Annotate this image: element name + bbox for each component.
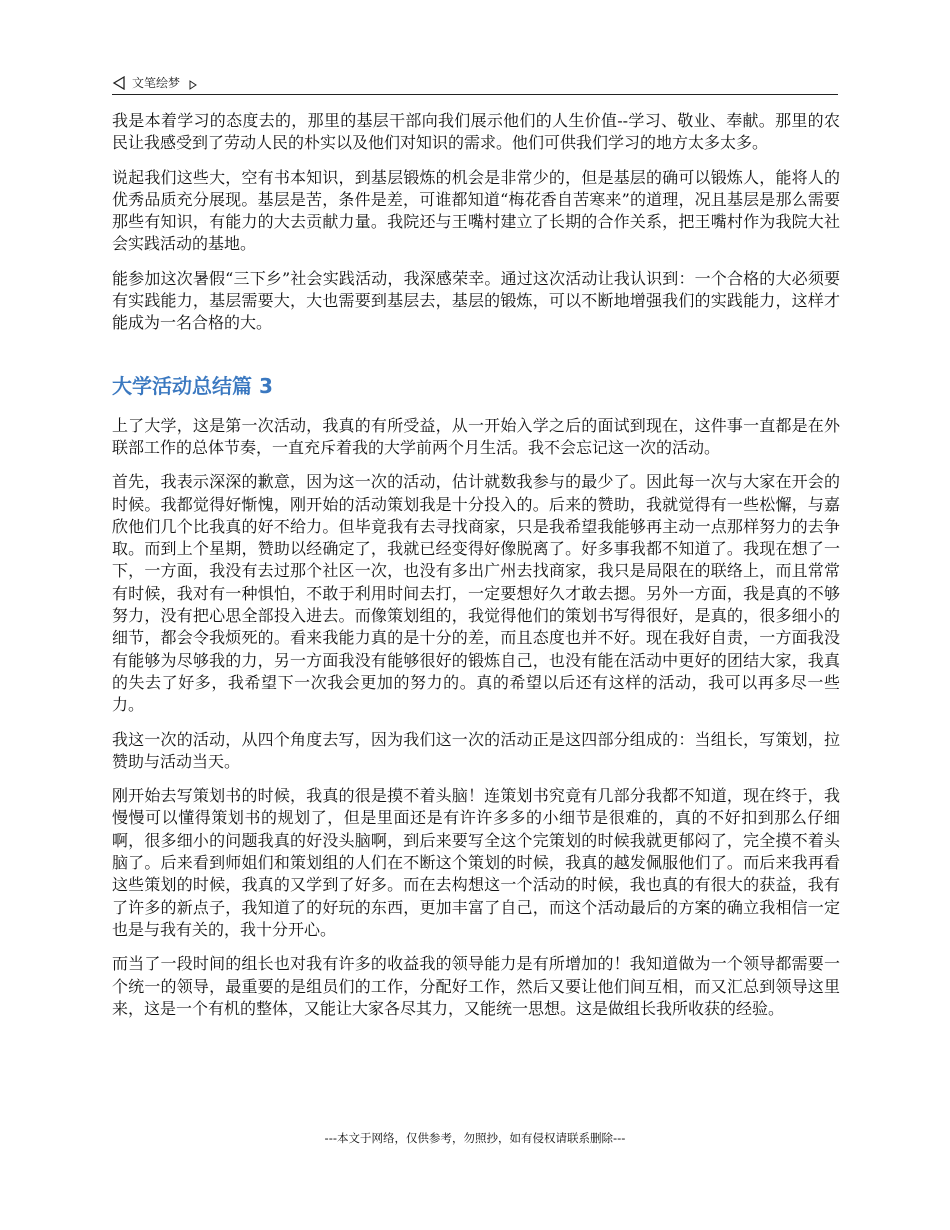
page-footer-disclaimer: ---本文于网络，仅供参考，勿照抄，如有侵权请联系删除--- [324, 1131, 626, 1145]
paragraph: 上了大学，这是第一次活动，我真的有所受益，从一开始入学之后的面试到现在，这件事一直都是在外联部工作的总体节奏，一直充斥着我的大学前两个月生活。我不会忘记这一次的活动。 [112, 415, 840, 457]
page-header [112, 70, 838, 95]
section-heading: 大学活动总结篇 3 [112, 373, 273, 398]
triangle-right-outline-icon [188, 75, 198, 85]
triangle-left-outline-icon [112, 75, 126, 89]
paragraph: 我是本着学习的态度去的，那里的基层干部向我们展示他们的人生价值--学习、敬业、奉献。那里的农民让我感受到了劳动人民的朴实以及他们对知识的需求。他们可供我们学习的地方太多太多。 [112, 111, 840, 153]
paragraph: 我这一次的活动，从四个角度去写，因为我们这一次的活动正是这四部分组成的：当组长，写策划，拉赞助与活动当天。 [112, 729, 840, 771]
header-title: 文笔绘梦 [132, 75, 181, 90]
document-body [112, 110, 840, 1032]
paragraph: 能参加这次暑假“三下乡”社会实践活动，我深感荣幸。通过这次活动让我认识到：一个合格的大必须要有实践能力，基层需要大，大也需要到基层去，基层的锻炼，可以不断地增强我们的实践能力，这样才能成为一名合格的大。 [112, 268, 840, 333]
paragraph: 刚开始去写策划书的时候，我真的很是摸不着头脑！连策划书究竟有几部分我都不知道，现在终于，我慢慢可以懂得策划书的规划了，但是里面还是有许许多多的小细节是很难的，真的不好扣到那么仔细啊，很多细小的问题我真的好没头脑啊，到后来要写全这个完策划的时候我就更郁闷了，完全摸不着头脑了。后来看到师姐们和策划组的人们在不断这个策划的时候，我真的越发佩服他们了。而后来我再看这些策划的时候，我真的又学到了好多。而在去构想这一个活动的时候，我也真的有很大的获益，我有了许多的新点子，我知道了的好玩的东西，更加丰富了自己，而这个活动最后的方案的确立我相信一定也是与我有关的，我十分开心。 [112, 786, 840, 939]
paragraph: 而当了一段时间的组长也对我有许多的收益我的领导能力是有所增加的！我知道做为一个领导都需要一个统一的领导，最重要的是组员们的工作，分配好工作，然后又要让他们间互相，而又汇总到领导这里来，这是一个有机的整体，又能让大家各尽其力，又能统一思想。这是做组长我所收获的经验。 [112, 954, 840, 1018]
paragraph: 说起我们这些大，空有书本知识，到基层锻炼的机会是非常少的，但是基层的确可以锻炼人，能将人的优秀品质充分展现。基层是苦，条件是差，可谁都知道“梅花香自苦寒来”的道理，况且基层是那么需要那些有知识，有能力的大去贡献力量。我院还与王嘴村建立了长期的合作关系，把王嘴村作为我院大社会实践活动的基地。 [112, 167, 840, 254]
paragraph: 首先，我表示深深的歉意，因为这一次的活动，估计就数我参与的最少了。因此每一次与大家在开会的时候。我都觉得好惭愧，刚开始的活动策划我是十分投入的。后来的赞助，我就觉得有一些松懈，与嘉欣他们几个比我真的好不给力。但毕竟我有去寻找商家，只是我希望我能够再主动一点那样努力的去争取。而到上个星期，赞助以经确定了，我就已经变得好像脱离了。好多事我都不知道了。我现在想了一下，一方面，我没有去过那个社区一次，也没有多出广州去找商家，我只是局限在的联络上，而且常常有时候，我对有一种惧怕，不敢于利用时间去打，一定要想好久才敢去摁。另外一方面，我是真的不够努力，没有把心思全部投入进去。而像策划组的，我觉得他们的策划书写得很好，是真的，很多细小的细节，都会令我烦死的。看来我能力真的是十分的差，而且态度也并不好。现在我好自责，一方面我没有能够为尽够我的力，另一方面我没有能够很好的锻炼自己，也没有能在活动中更好的团结大家，我真的失去了好多，我希望下一次我会更加的努力的。真的希望以后还有这样的活动，我可以再多尽一些力。 [112, 472, 840, 715]
